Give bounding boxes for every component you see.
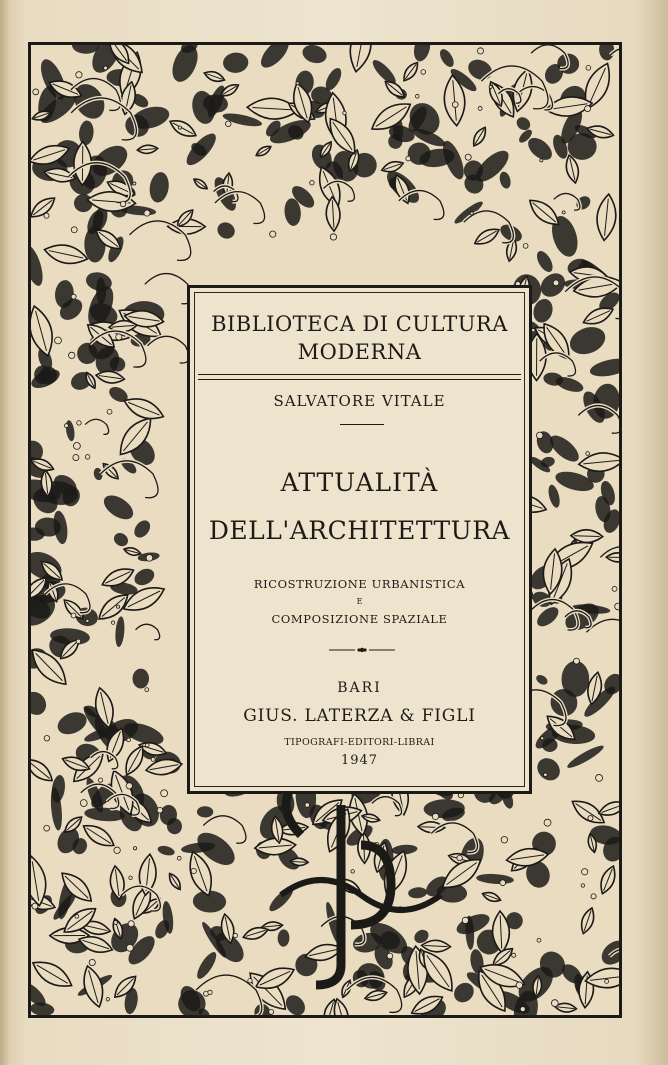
publication-year: 1947 [340,753,379,768]
subtitle-conjunction: E [356,597,363,606]
publisher-name: GIUS. LATERZA & FIGLI [243,706,476,726]
subtitle-line1: RICOSTRUZIONE URBANISTICA [253,577,466,591]
subtitle-line2: COMPOSIZIONE SPAZIALE [271,612,448,626]
publication-city: BARI [337,680,382,696]
series-title-line1: BIBLIOTECA DI CULTURA [211,312,508,336]
spine-wear [0,0,10,1065]
author-name: SALVATORE VITALE [273,392,446,410]
series-title-line2: MODERNA [297,340,422,364]
short-rule-divider [340,424,384,425]
title-panel [187,285,532,794]
book-title-line1: ATTUALITÀ [280,468,439,497]
publisher-role: TIPOGRAFI-EDITORI-LIBRAI [284,737,435,748]
ornamental-frame [28,42,622,1018]
flourish-divider-icon [329,646,395,654]
double-rule-divider [198,374,521,380]
book-title-line2: DELL'ARCHITETTURA [208,516,511,545]
